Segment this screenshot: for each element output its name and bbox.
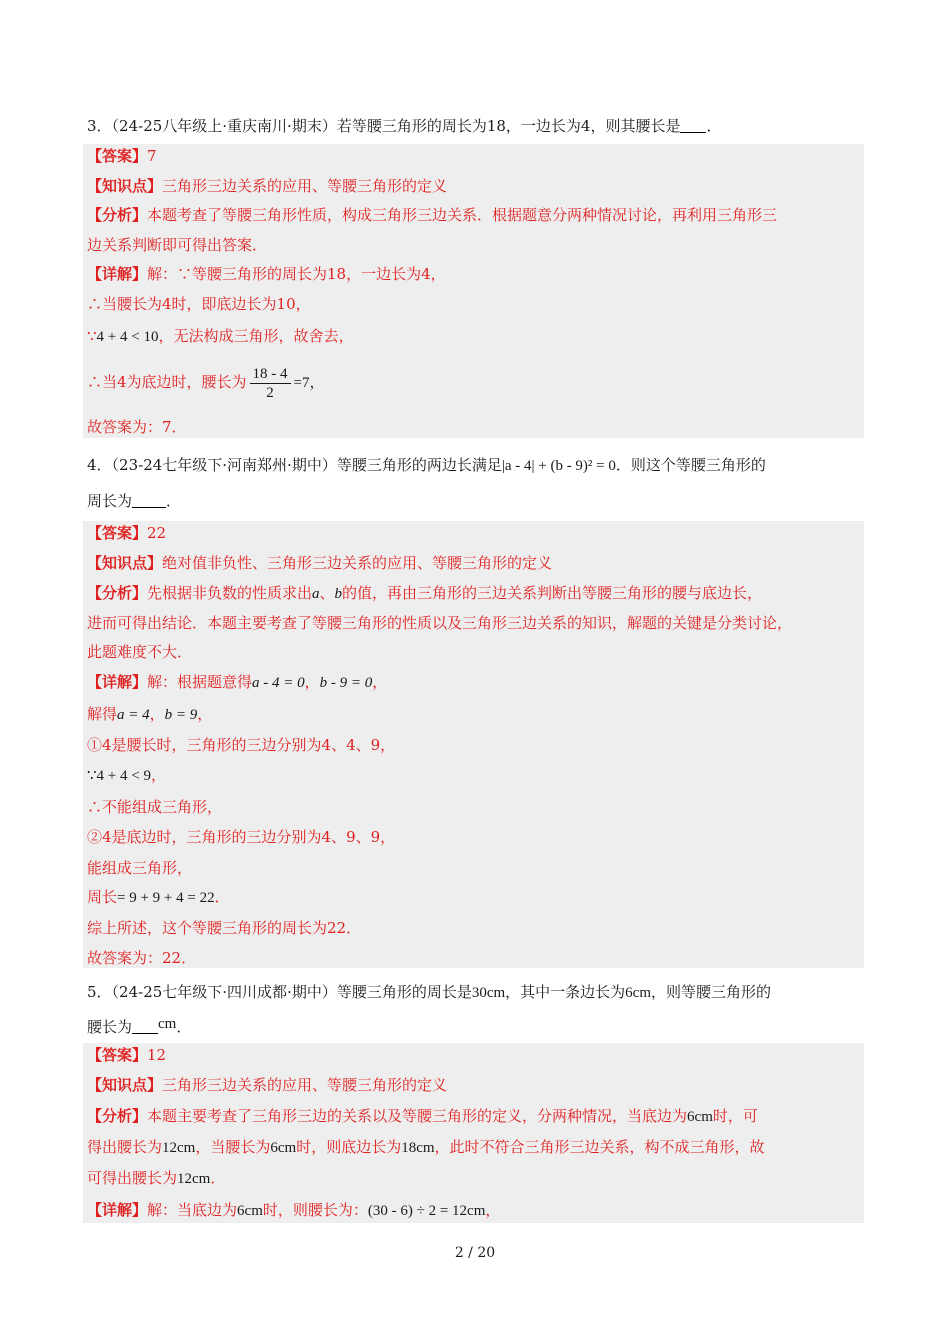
question-5-stem: 5．（24-25七年级下·四川成都·期中）等腰三角形的周长是30cm，其中一条边长为6cm，则等腰三角形的 [87, 983, 772, 1001]
answer-blank [680, 118, 706, 133]
knowledge-point-line: 【知识点】三角形三边关系的应用、等腰三角形的定义 [87, 177, 448, 195]
detail-line: ∵4 + 4 < 10，无法构成三角形，故舍去， [87, 327, 354, 345]
detail-line: ①4是腰长时，三角形的三边分别为4、4、9， [87, 736, 396, 754]
answer-line: 【答案】22 [87, 524, 167, 542]
answer-blank [132, 1019, 158, 1034]
detail-line: ∴当腰长为4时，即底边长为10， [87, 295, 311, 313]
detail-line: ②4是底边时，三角形的三边分别为4、9、9， [87, 828, 396, 846]
detail-line: 解得a = 4，b = 9， [87, 705, 213, 723]
detail-line: ∴当4为底边时，腰长为 $\frac{18 - 4}{2}$ =7， [87, 365, 325, 401]
analysis-line: 【分析】本题主要考查了三角形三边的关系以及等腰三角形的定义，分两种情况，当底边为6cm时，可 [87, 1107, 758, 1125]
detail-line: 故答案为：7． [87, 418, 187, 436]
analysis-line: 此题难度不大． [87, 643, 193, 661]
page-number: 2 / 20 [454, 1245, 496, 1261]
detail-line: 【详解】解：当底边为6cm时，则腰长为：(30 - 6) ÷ 2 = 12cm， [87, 1201, 501, 1219]
analysis-line: 可得出腰长为12cm． [87, 1169, 226, 1187]
answer-line: 【答案】12 [87, 1046, 167, 1064]
answer-line: 【答案】7 [87, 147, 157, 165]
question-4-stem: 周长为 ． [87, 492, 182, 510]
detail-line: 能组成三角形， [87, 859, 193, 877]
detail-line: 周长= 9 + 9 + 4 = 22． [87, 888, 230, 906]
answer-blank [132, 493, 166, 508]
analysis-line: 进而可得出结论．本题主要考查了等腰三角形的性质以及三角形三边关系的知识，解题的关键是分类讨论， [87, 614, 793, 632]
detail-line: 【详解】解：根据题意得a - 4 = 0，b - 9 = 0， [87, 673, 388, 691]
detail-line: 故答案为：22． [87, 949, 197, 967]
knowledge-point-line: 【知识点】三角形三边关系的应用、等腰三角形的定义 [87, 1076, 448, 1094]
detail-line: ∴不能组成三角形， [87, 798, 223, 816]
detail-line: 【详解】解：∵等腰三角形的周长为18，一边长为4， [87, 265, 446, 283]
detail-line: ∵4 + 4 < 9， [87, 766, 166, 784]
analysis-line: 【分析】先根据非负数的性质求出a、b的值，再由三角形的三边关系判断出等腰三角形的腰与底边长， [87, 584, 763, 602]
knowledge-point-line: 【知识点】绝对值非负性、三角形三边关系的应用、等腰三角形的定义 [87, 554, 553, 572]
question-3-stem: 3．（24-25八年级上·重庆南川·期末）若等腰三角形的周长为18，一边长为4，则其腰长是 ． [87, 117, 722, 135]
fraction: $\frac{18 - 4}{2}$ [250, 365, 291, 402]
analysis-line: 边关系判断即可得出答案． [87, 236, 268, 254]
question-5-stem: 腰长为 cm． [87, 1016, 192, 1036]
analysis-line: 得出腰长为12cm，当腰长为6cm时，则底边长为18cm，此时不符合三角形三边关系，构不成三角形，故 [87, 1138, 765, 1156]
solution-block-5 [83, 1043, 864, 1223]
question-4-stem: 4．（23-24七年级下·河南郑州·期中）等腰三角形的两边长满足|a - 4| + (b - 9)² = 0．则这个等腰三角形的 [87, 456, 766, 474]
analysis-line: 【分析】本题考查了等腰三角形性质，构成三角形三边关系．根据题意分两种情况讨论，再利用三角形三 [87, 206, 778, 224]
detail-line: 综上所述，这个等腰三角形的周长为22． [87, 919, 362, 937]
